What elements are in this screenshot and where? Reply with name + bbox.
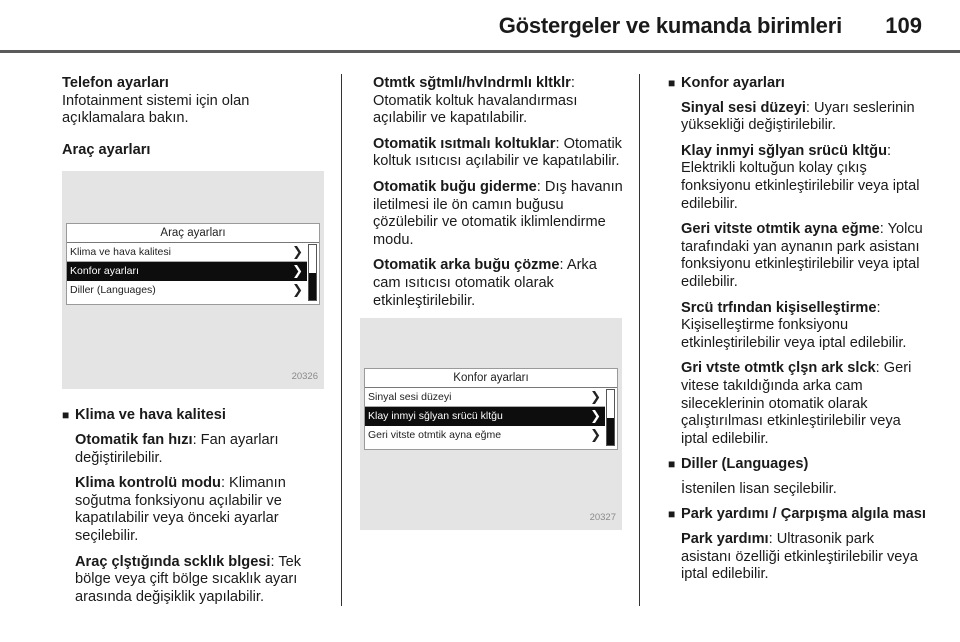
- section-heading-vehicle: Araç ayarları: [62, 141, 151, 158]
- bullet-title: Klima ve hava kalitesi: [75, 407, 226, 424]
- entry-desc: : Klimanın soğutma fonksiyonu açılabilir ve kapatılabilir veya önceki ayarlar seçilebilir.: [75, 475, 286, 544]
- figure-id: 20326: [291, 370, 318, 382]
- bullet-title: Konfor ayarları: [681, 75, 785, 91]
- page-number: 109: [885, 13, 922, 38]
- figure-vehicle-settings: [62, 171, 324, 389]
- entry-auto-fan: [75, 432, 332, 467]
- entry-driver-personalization: [681, 300, 926, 353]
- chevron-right-icon: ❯: [590, 389, 601, 405]
- entry-desc: : Otomatik koltuk havalandırması açılabilir ve kapatılabilir.: [373, 75, 578, 127]
- column-divider-2: [639, 74, 640, 606]
- menu-item-label: Sinyal sesi düzeyi: [368, 391, 452, 404]
- entry-desc: : Otomatik koltuk ısıtıcısı açılabilir ve kapatılabilir.: [373, 135, 622, 170]
- entry-term: Geri vitste otmtik ayna eğme: [681, 221, 880, 238]
- header-divider: [0, 50, 960, 53]
- chevron-right-icon: ❯: [292, 244, 303, 260]
- entry-climate-mode: [75, 475, 332, 545]
- scrollbar[interactable]: [308, 244, 317, 301]
- entry-term: Araç çlştığında scklık blgesi: [75, 553, 271, 570]
- entry-term: Otmtk sğtmlı/hvlndrmlı kltklr: [373, 75, 571, 91]
- entry-desc: : Arka cam ısıtıcısı otomatik olarak etkinleştirilebilir.: [373, 257, 597, 309]
- entry-heated-seats: [373, 136, 628, 171]
- entry-term: Srcü trfından kişiselleştirme: [681, 299, 877, 316]
- entry-easy-exit: [681, 143, 926, 213]
- column-3: [668, 75, 926, 592]
- page-title: Göstergeler ve kumanda birimleri: [498, 13, 842, 38]
- entry-rear-defog: [373, 257, 628, 310]
- entry-desc: : Uyarı seslerinin yüksekliği değiştirilebilir.: [681, 99, 915, 134]
- display-screen: [364, 368, 618, 450]
- menu-item-climate[interactable]: [67, 243, 307, 262]
- entry-desc: : Fan ayarları değiştirilebilir.: [75, 431, 279, 466]
- bullet-languages: [668, 456, 926, 474]
- entry-rear-wiper: [681, 360, 926, 448]
- bullet-title: Park yardımı / Çarpışma algıla ması: [681, 506, 926, 523]
- chevron-right-icon: ❯: [590, 427, 601, 443]
- entry-term: Klima kontrolü modu: [75, 475, 221, 492]
- entry-park-assist: [681, 531, 926, 584]
- entry-term: Park yardımı: [681, 531, 769, 548]
- menu-item-signal-volume[interactable]: [365, 388, 605, 407]
- entry-desc: : Ultrasonik park asistanı özelliği etkinleştirilebilir veya iptal edilebilir.: [681, 531, 918, 583]
- bullet-park-assist: [668, 506, 926, 524]
- menu-item-mirror-tilt[interactable]: [365, 426, 605, 444]
- bullet-square-icon: ■: [668, 76, 676, 90]
- entry-term: Klay inmyi sğlyan srücü kltğu: [681, 142, 887, 159]
- entry-desc: : Dış havanın iletilmesi ile ön camın buğusu çözülebilir ve otomatik iklimlendirme modu.: [373, 178, 623, 248]
- bullet-title: Diller (Languages): [681, 456, 809, 473]
- entry-term: Otomatik ısıtmalı koltuklar: [373, 135, 556, 152]
- bullet-square-icon: ■: [668, 507, 676, 522]
- chevron-right-icon: ❯: [292, 282, 303, 298]
- scrollbar-thumb[interactable]: [607, 418, 614, 446]
- entry-zone-temp: [75, 554, 332, 607]
- entry-auto-defog: [373, 179, 628, 249]
- menu-item-label: Geri vitste otmtik ayna eğme: [368, 429, 502, 442]
- entry-desc: : Elektrikli koltuğun kolay çıkış fonksiyonu etkinleştirilebilir veya iptal edilebilir.: [681, 142, 920, 212]
- menu-item-label: Klay inmyi sğlyan srücü kltğu: [368, 410, 503, 423]
- menu-item-languages[interactable]: [67, 281, 307, 299]
- column-1: [62, 75, 332, 614]
- menu-item-label: Klima ve hava kalitesi: [70, 246, 171, 259]
- entry-term: Sinyal sesi düzeyi: [681, 99, 806, 116]
- section-heading-phone: Telefon ayarları: [62, 75, 169, 91]
- scrollbar[interactable]: [606, 389, 615, 446]
- entry-desc: : Yolcu tarafındaki yan aynanın park asistanı fonksiyonu etkinleştirilebilir veya iptal edilebilir.: [681, 221, 923, 290]
- bullet-comfort: [668, 75, 926, 93]
- figure-id: 20327: [589, 511, 616, 523]
- entry-desc: : Geri vitese takıldığında arka cam sileceklerinin otomatik olarak çalıştırılması etkinleştirilebilir veya iptal edilebilir.: [681, 360, 912, 447]
- paragraph-phone: Infotainment sistemi için olan açıklamalara bakın.: [62, 92, 250, 127]
- entry-signal-volume: [681, 100, 926, 135]
- entry-term: Otomatik arka buğu çözme: [373, 257, 560, 274]
- entry-term: Gri vtste otmtk çlşn ark slck: [681, 360, 876, 377]
- entry-desc: : Kişiselleştirme fonksiyonu etkinleştirilebilir veya iptal edilebilir.: [681, 299, 907, 351]
- entry-vent-seats: [373, 75, 628, 128]
- menu-item-label: Diller (Languages): [70, 284, 156, 297]
- screen-title: Konfor ayarları: [365, 369, 617, 388]
- bullet-square-icon: ■: [668, 457, 676, 472]
- climate-entries: [75, 432, 332, 606]
- column-2: [368, 75, 628, 530]
- bullet-square-icon: ■: [62, 408, 70, 423]
- menu-item-comfort-selected[interactable]: [67, 262, 307, 281]
- chevron-right-icon: ❯: [590, 408, 601, 424]
- entry-term: Otomatik buğu giderme: [373, 178, 537, 195]
- chevron-right-icon: ❯: [292, 263, 303, 279]
- scrollbar-thumb[interactable]: [309, 273, 316, 301]
- menu-item-label: Konfor ayarları: [70, 265, 139, 278]
- entry-mirror-tilt: [681, 221, 926, 291]
- comfort-entries: [681, 100, 926, 449]
- figure-comfort-settings: [360, 318, 622, 530]
- entry-term: Otomatik fan hızı: [75, 431, 193, 448]
- screen-title: Araç ayarları: [67, 224, 319, 243]
- column-divider-1: [341, 74, 342, 606]
- bullet-climate: [62, 407, 332, 425]
- display-screen: [66, 223, 320, 305]
- entry-desc: : Tek bölge veya çift bölge sıcaklık ayarı arasında değişiklik yapılabilir.: [75, 553, 302, 605]
- menu-item-easy-exit-selected[interactable]: [365, 407, 605, 426]
- languages-desc: İstenilen lisan seçilebilir.: [681, 480, 837, 497]
